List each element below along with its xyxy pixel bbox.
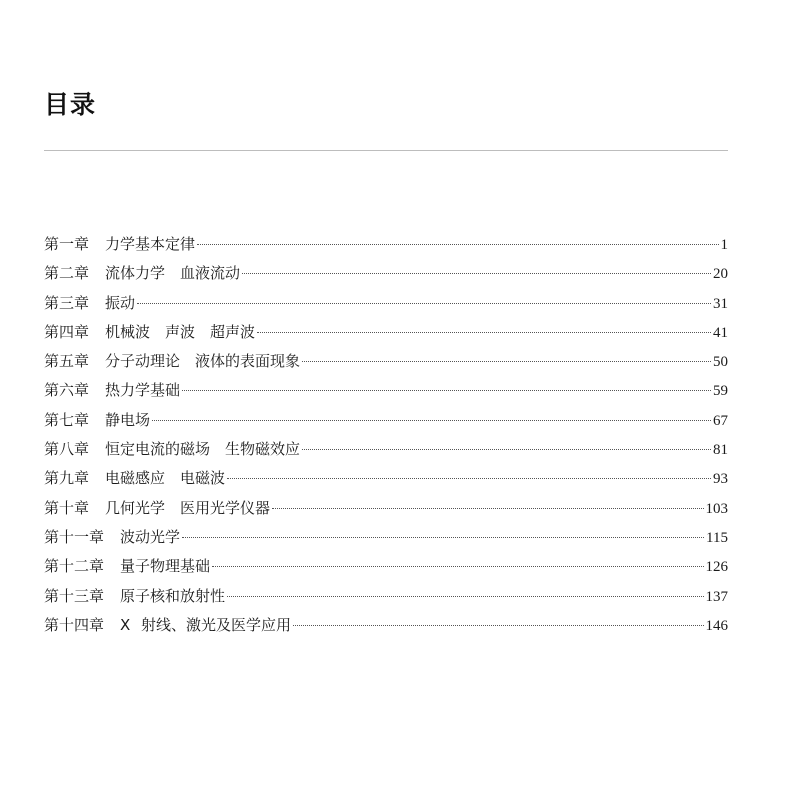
toc-page-number: 126 [705,559,728,576]
toc-page-number: 146 [705,617,728,634]
toc-chapter-title: 静电场 [105,410,151,429]
toc-dot-leader [212,566,703,567]
toc-chapter-title: 量子物理基础 [120,557,211,576]
toc-page-number: 93 [713,471,728,488]
toc-dot-leader [137,303,711,304]
toc-dot-leader [272,508,703,509]
toc-chapter-label: 第二章 [44,264,90,283]
toc-chapter-title: 热力学基础 [105,381,181,400]
toc-chapter-label: 第十三章 [44,586,105,605]
toc-dot-leader [227,478,711,479]
toc-entry-14[interactable] [44,611,728,640]
toc-entry-3[interactable] [44,289,728,318]
toc-page-number: 1 [720,237,728,253]
toc-dot-leader [152,420,711,421]
toc-chapter-title: 恒定电流的磁场 生物磁效应 [105,440,301,459]
toc-entry-8[interactable] [44,435,728,464]
toc-dot-leader [227,596,703,597]
toc-entry-12[interactable] [44,552,728,581]
toc-page-number: 59 [713,383,728,400]
toc-dot-leader [293,625,703,626]
toc-chapter-label: 第七章 [44,410,90,429]
toc-chapter-title: X 射线、激光及医学应用 [120,615,292,634]
toc-chapter-label: 第八章 [44,440,90,459]
toc-entry-11[interactable] [44,523,728,552]
toc-chapter-label: 第三章 [44,293,90,312]
toc-chapter-title: 波动光学 [120,527,181,546]
toc-entry-9[interactable] [44,464,728,493]
toc-chapter-label: 第十二章 [44,557,105,576]
toc-dot-leader [242,273,711,274]
toc-chapter-title: 流体力学 血液流动 [105,264,241,283]
toc-chapter-title: 原子核和放射性 [120,586,226,605]
toc-dot-leader [182,390,711,391]
toc-page-number: 41 [713,324,728,341]
toc-page-number: 67 [713,412,728,429]
toc-chapter-label: 第六章 [44,381,90,400]
toc-chapter-title: 几何光学 医用光学仪器 [105,498,271,517]
toc-entry-7[interactable] [44,406,728,435]
toc-page-number: 115 [706,529,728,546]
toc-entry-5[interactable] [44,347,728,376]
toc-chapter-title: 振动 [105,293,136,312]
toc-chapter-title: 分子动理论 液体的表面现象 [105,352,301,371]
toc-entry-4[interactable] [44,318,728,347]
toc-chapter-label: 第四章 [44,322,90,341]
toc-dot-leader [257,332,711,333]
toc-page-number: 137 [705,588,728,605]
toc-page-number: 50 [713,354,728,371]
toc-dot-leader [182,537,704,538]
toc-chapter-label: 第十章 [44,498,90,517]
toc-page-number: 103 [705,500,728,517]
toc-page-number: 81 [713,442,728,459]
toc-chapter-title: 机械波 声波 超声波 [105,322,256,341]
toc-dot-leader [302,449,711,450]
toc-dot-leader [197,244,718,245]
toc-chapter-label: 第十一章 [44,527,105,546]
toc-chapter-label: 第九章 [44,469,90,488]
toc-chapter-label: 第五章 [44,352,90,371]
toc-chapter-label: 第十四章 [44,615,105,634]
page-title: 目录 [44,90,97,119]
toc-entry-13[interactable] [44,582,728,611]
toc-page-number: 31 [713,295,728,312]
table-of-contents [44,230,728,640]
title-divider [44,150,728,151]
toc-page-number: 20 [713,266,728,283]
toc-entry-2[interactable] [44,259,728,288]
toc-chapter-title: 电磁感应 电磁波 [105,469,226,488]
toc-chapter-label: 第一章 [44,235,90,253]
toc-entry-6[interactable] [44,376,728,405]
toc-entry-1[interactable] [44,230,728,259]
toc-dot-leader [302,361,711,362]
toc-entry-10[interactable] [44,494,728,523]
toc-chapter-title: 力学基本定律 [105,235,196,253]
